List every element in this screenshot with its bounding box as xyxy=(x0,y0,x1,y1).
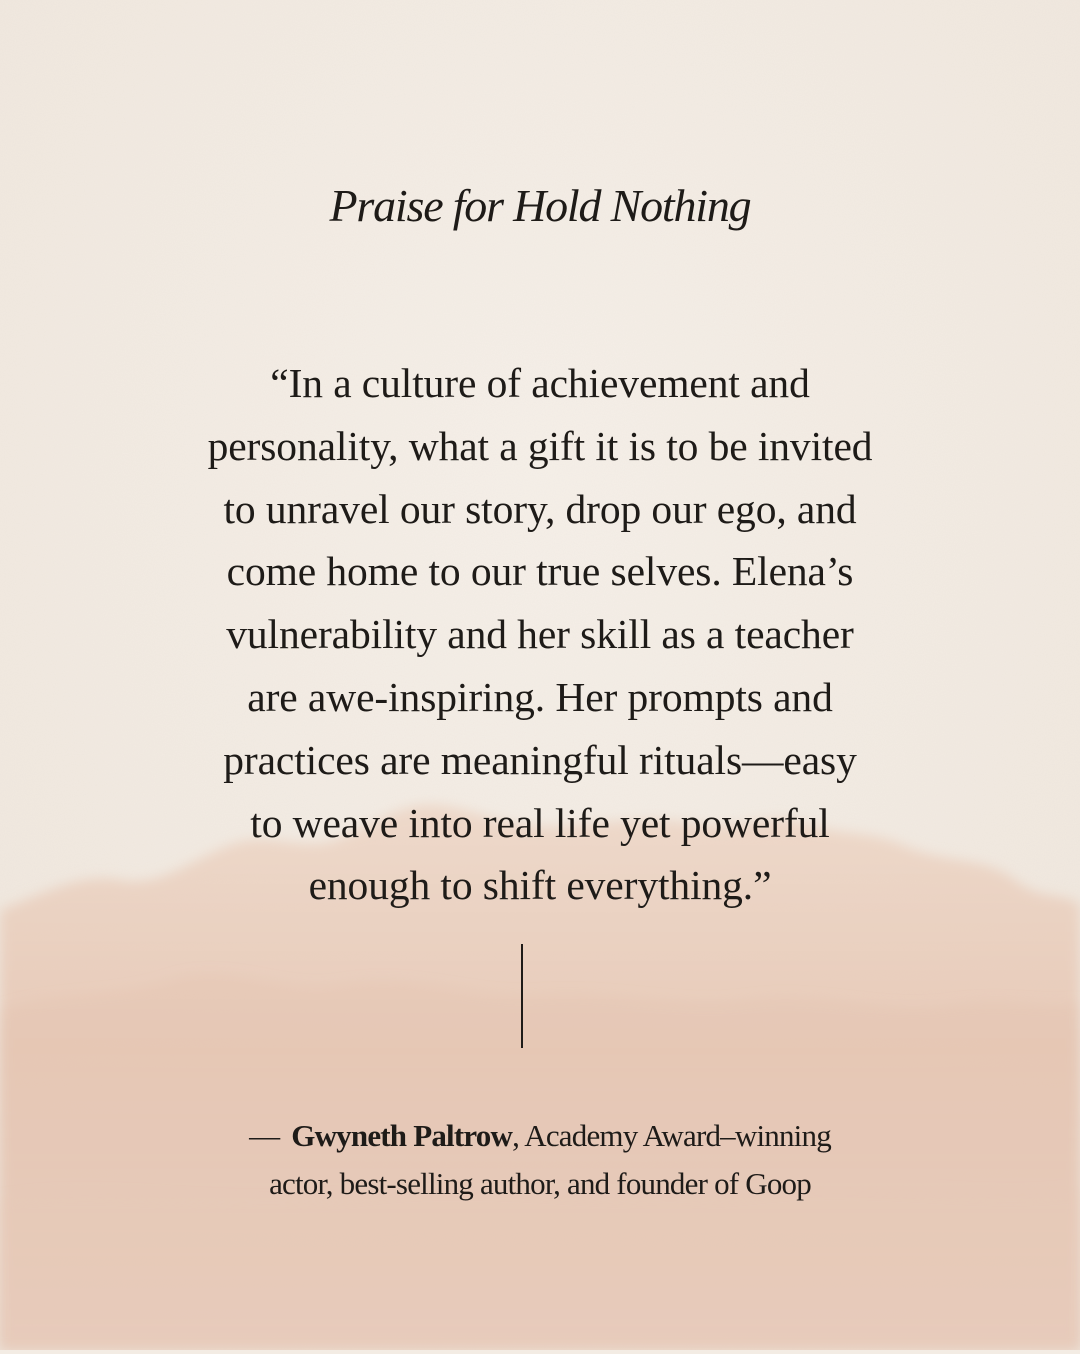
attribution xyxy=(140,1112,940,1208)
quote-line: to unravel our story, drop our ego, and xyxy=(223,485,857,532)
attribution-line-1 xyxy=(140,1112,940,1160)
quote-line: to weave into real life yet powerful xyxy=(250,799,830,846)
quote-line: come home to our true selves. Elena’s xyxy=(226,548,854,595)
quote-line: personality, what a gift it is to be invited xyxy=(207,422,873,469)
attribution-dash: — xyxy=(249,1118,280,1153)
quote-line: vulnerability and her skill as a teacher xyxy=(226,611,854,658)
attribution-credential: , Academy Award–winning xyxy=(512,1118,831,1153)
quote-line: practices are meaningful rituals—easy xyxy=(223,736,857,783)
testimonial-quote xyxy=(150,352,930,917)
quote-line: are awe-inspiring. Her prompts and xyxy=(247,673,833,720)
vertical-divider xyxy=(521,944,523,1048)
page-title: Praise for Hold Nothing xyxy=(329,180,751,231)
quote-line: “In a culture of achievement and xyxy=(270,360,810,406)
quote-line: enough to shift everything.” xyxy=(308,862,772,909)
attribution-line-2: actor, best-selling author, and founder of Goop xyxy=(269,1166,811,1201)
attribution-name: Gwyneth Paltrow xyxy=(291,1118,513,1153)
